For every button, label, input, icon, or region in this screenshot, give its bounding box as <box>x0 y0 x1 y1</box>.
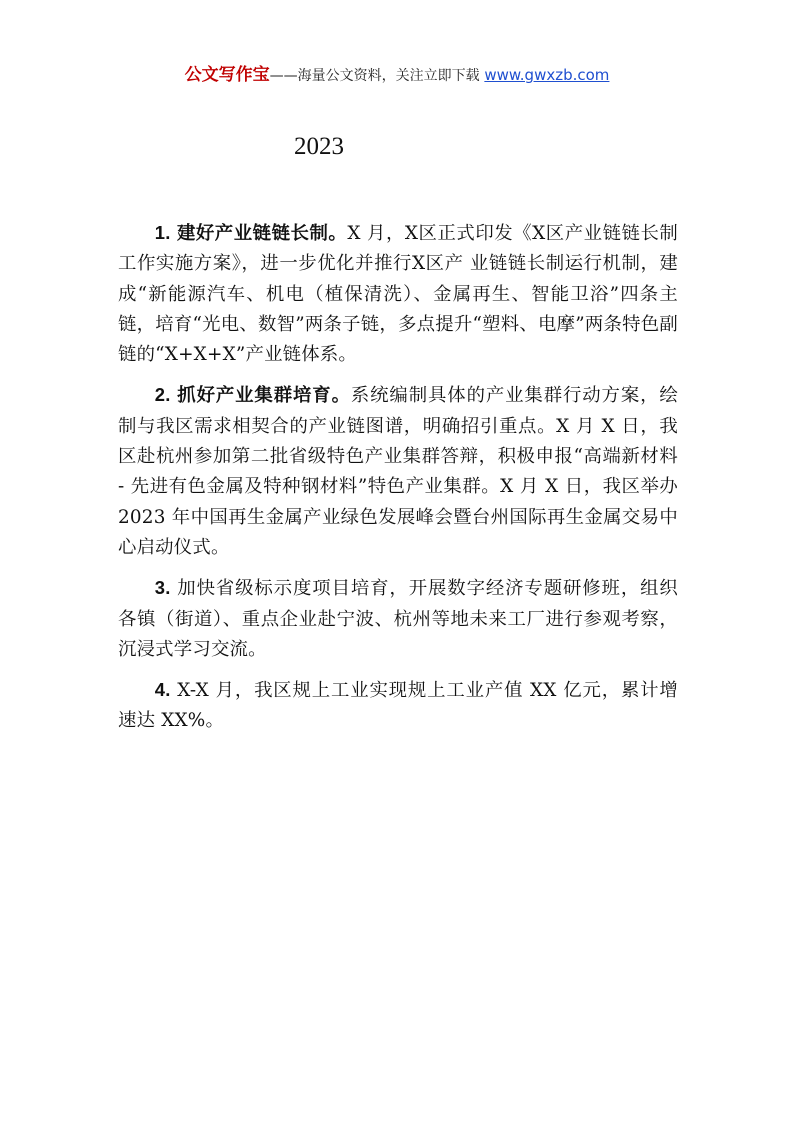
item-text: 系统编制具体的产业集群行动方案，绘制与我区需求相契合的产业链图谱，明确招引重点。X 月 X 日，我区赴杭州参加第二批省级特色产业集群答辩，积极申报“高端新材料 - 先进有色金属及特种钢材料”特色产业集群。X 月 X 日，我区举办 2023 年中国再生金属产业绿色发展峰会暨台州国际再生金属交易中心启动仪式。 <box>118 385 678 558</box>
item-number: 4. <box>154 679 171 701</box>
item-lead: 抓好产业集群培育。 <box>177 385 351 407</box>
brand-name: 公文写作宝 <box>184 65 270 85</box>
item-number: 1. <box>154 222 171 243</box>
paragraph-item-2 <box>118 380 678 563</box>
website-link[interactable]: www.gwxzb.com <box>484 66 610 84</box>
paragraph-item-3 <box>118 573 678 665</box>
item-text: X 月，X区正式印发《X区产业链链长制工作实施方案》，进一步优化并推行X区产 业链链长制运行机制，建成“新能源汽车、机电（植保清洗）、金属再生、智能卫浴”四条主链，培育“光电、数智”两条子链，多点提升“塑料、电摩”两条特色副链的“X+X+X”产业链体系。 <box>118 223 678 366</box>
document-year: 2023 <box>294 133 344 160</box>
item-lead: 建好产业链链长制。 <box>176 223 348 244</box>
paragraph-item-4 <box>118 675 678 737</box>
item-number: 3. <box>154 577 171 599</box>
item-number: 2. <box>154 384 171 406</box>
item-text: 加快省级标示度项目培育，开展数字经济专题研修班，组织各镇（街道）、重点企业赴宁波、杭州等地未来工厂进行参观考察，沉浸式学习交流。 <box>118 578 679 660</box>
header-tagline: ——海量公文资料，关注立即下载 <box>269 68 480 84</box>
document-body <box>118 218 678 747</box>
page-header <box>0 64 794 87</box>
paragraph-item-1 <box>118 218 678 370</box>
item-text: X-X 月，我区规上工业实现规上工业产值 XX 亿元，累计增速达 XX%。 <box>118 680 678 732</box>
